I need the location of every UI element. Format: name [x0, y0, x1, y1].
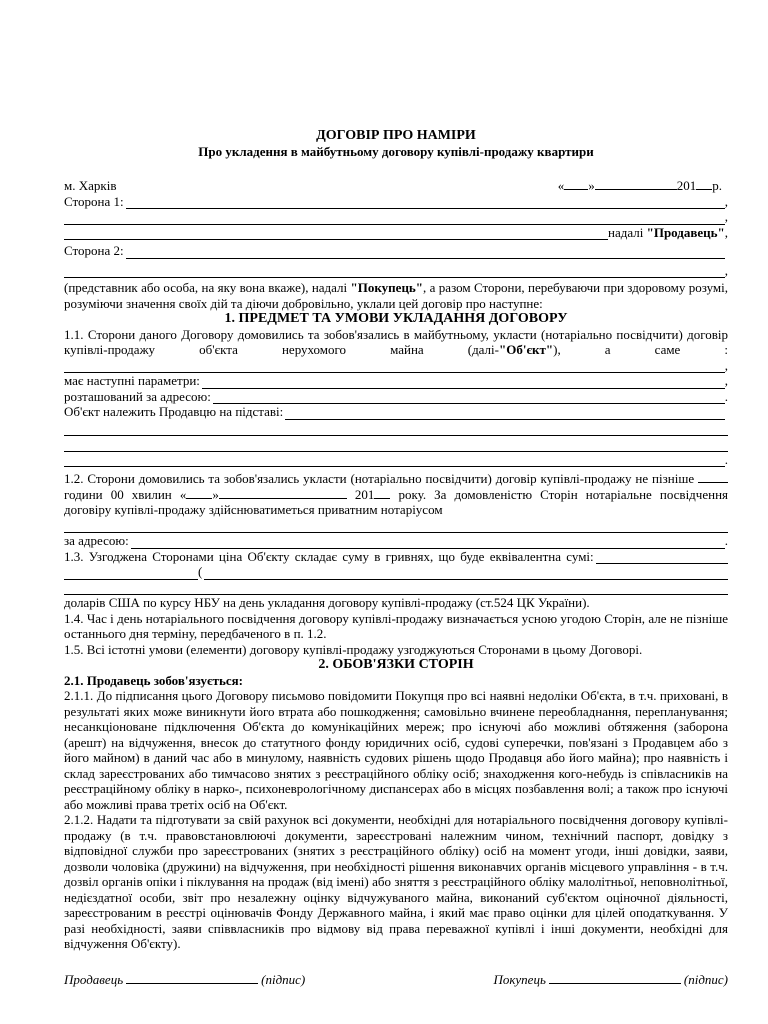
object-word: "Об'єкт" [499, 342, 554, 357]
side2-label: Сторона 2: [64, 243, 124, 258]
side1-label: Сторона 1: [64, 193, 124, 209]
notary-blank-line [64, 518, 728, 534]
owner-row [64, 404, 728, 420]
signature-row [64, 972, 728, 988]
clause-1-5: 1.5. Всі істотні умови (елементи) договору купівлі-продажу узгоджуються Сторонами в цьому Договорі. [64, 641, 643, 657]
price-row: ( [64, 564, 728, 580]
clause-1-3-end: доларів США по курсу НБУ на день укладання договору купівлі-продажу (ст.524 ЦК України). [64, 595, 590, 610]
clause-1-2: 1.2. Сторони домовились та зобов'язались укласти (нотаріально посвідчити) договір купівлі-продажу не пізніше години 00 хвилин « » 201 року. За домовленістю Сторін нотаріальне посвідчення договіру купівлі-продажу здійснюватиметься приватним нотаріусом [64, 471, 729, 517]
subsection-2-1: 2.1. Продавець зобов'язується: [64, 672, 243, 688]
params-row: має наступні параметри: , [64, 373, 728, 388]
clause-1-1: 1.1. Сторони даного Договору домовились та зобов'язались в майбутньому, укласти (нотаріально посвідчити) договір купівлі-продажу об'єкта нерухомого майна (далі-"Об'єкт"), а саме : [64, 326, 729, 357]
section2-heading: 2. ОБОВ'ЯЗКИ СТОРІН [318, 657, 474, 672]
contract-page [64, 128, 728, 952]
representative-paragraph: (представник або особа, на яку вона вкаже), надалі "Покупець", а разом Сторони, перебуваючи при здоровому розумі, розуміючи значення своїх дій та діючи добровільно, уклали цей договір про наступне: [64, 280, 728, 311]
side1-row: Сторона 1: , [64, 193, 728, 209]
owner-blank-3: . [64, 452, 728, 468]
address-row: розташований за адресою: . [64, 388, 728, 404]
city-date-row [64, 178, 728, 194]
seller-name: "Продавець" [646, 224, 725, 240]
notary-address-row: за адресою: . [64, 533, 728, 548]
document-title: ДОГОВІР ПРО НАМІРИ [316, 128, 476, 143]
buyer-name: "Покупець" [350, 280, 424, 295]
clause-1-3: 1.3. Узгоджена Сторонами ціна Об'єкту складає суму в гривнях, що буде еквівалентна сумі: [64, 549, 728, 565]
params-label: має наступні параметри: [64, 373, 200, 388]
clause-1-4: 1.4. Час і день нотаріального посвідчення договору купівлі-продажу визначається усною угодою Сторін, але не пізніше останнього дня терміну, передбаченого в п. 1.2. [64, 610, 728, 641]
buyer-signature: Покупець (підпис) [493, 972, 728, 987]
owner-blank-1 [64, 421, 728, 437]
date-field: « » 201 р. [557, 178, 722, 193]
seller-signature: Продавець (підпис) [64, 972, 306, 987]
price-blank-line [64, 580, 728, 596]
notary-address-label: за адресою: [64, 533, 129, 548]
object-blank-line: , [64, 358, 728, 374]
clause-2-1-2: 2.1.2. Надати та підготувати за свій рахунок всі документи, необхідні для нотаріального посвідчення договору купівлі-продажу (в т.ч. правовстановлюючі документи, зареєстровані належним чином, технічний паспорт, довідку з відповідної служби про зареєстрованих (знятих з реєстраційного обліку) осіб на момент угоди, інші довідки, заяви, дозволи чоловіка (дружини) на відчуження, при необхідності рішення виконавчих органів місцевого управління - в т.ч. дозвіл органів опіки і піклування на продаж (від імені) або зняття з реєстраційного обліку малолітньої, неповнолітньої, недієздатної особи, звіт про незалежну оцінку відчужуваного майна, виконаний суб'єктом оціночної діяльності, зареєстрованим в реєстрі оцінювачів Фонду Державного майна, і який має право оцінки для цілей оподаткування. У разі необхідності, заяви співвласників про відмову від права переважної купівлі і інші документи, необхідні для відчуження Об'єкту). [64, 812, 728, 951]
seller-prefix: надалі [608, 224, 644, 240]
side2-row [64, 243, 728, 259]
side1-blank-line: , [64, 209, 728, 225]
city: м. Харків [64, 178, 117, 193]
side1-blank [126, 197, 725, 209]
side2-blank-line: , [64, 263, 728, 279]
owner-label: Об'єкт належить Продавцю на підставі: [64, 404, 284, 419]
owner-blank-2 [64, 436, 728, 452]
clause-2-1-1: 2.1.1. До підписання цього Договору письмово повідомити Покупця про всі наявні недоліки Об'єкта, в т.ч. приховані, в результаті яких може виникнути його втрата або пошкодження; самовільно вчинене переобладнання, перепланування; несанкціоноване підключення Об'єкта до комунікаційних мереж; про існуючі або можливі обтяження (заборона (арешт) на відчуження, внесок до статутного фонду юридичних осіб, судові суперечки, пов'язані з Продавцем або з його майном) в даний час або в минулому, наявність судових рішень щодо Продавця або його майна); про наявність і склад зареєстрованих або тимчасово знятих з реєстраційного обліку осіб; знаходження кого-небудь із співласників на реєстраційному обліку в нарко-, психоневрологічному диспансерах або в місцях позбавлення волі; а також про існуючі або можливі права третіх осіб на Об'єкт. [64, 688, 728, 812]
address-label: розташований за адресою: [64, 388, 211, 404]
document-subtitle: Про укладення в майбутньому договору купівлі-продажу квартири [198, 144, 594, 159]
side2-blank [126, 247, 725, 259]
section1-heading: 1. ПРЕДМЕТ ТА УМОВИ УКЛАДАННЯ ДОГОВОРУ [224, 311, 568, 326]
seller-row: надалі "Продавець" , [64, 225, 728, 241]
